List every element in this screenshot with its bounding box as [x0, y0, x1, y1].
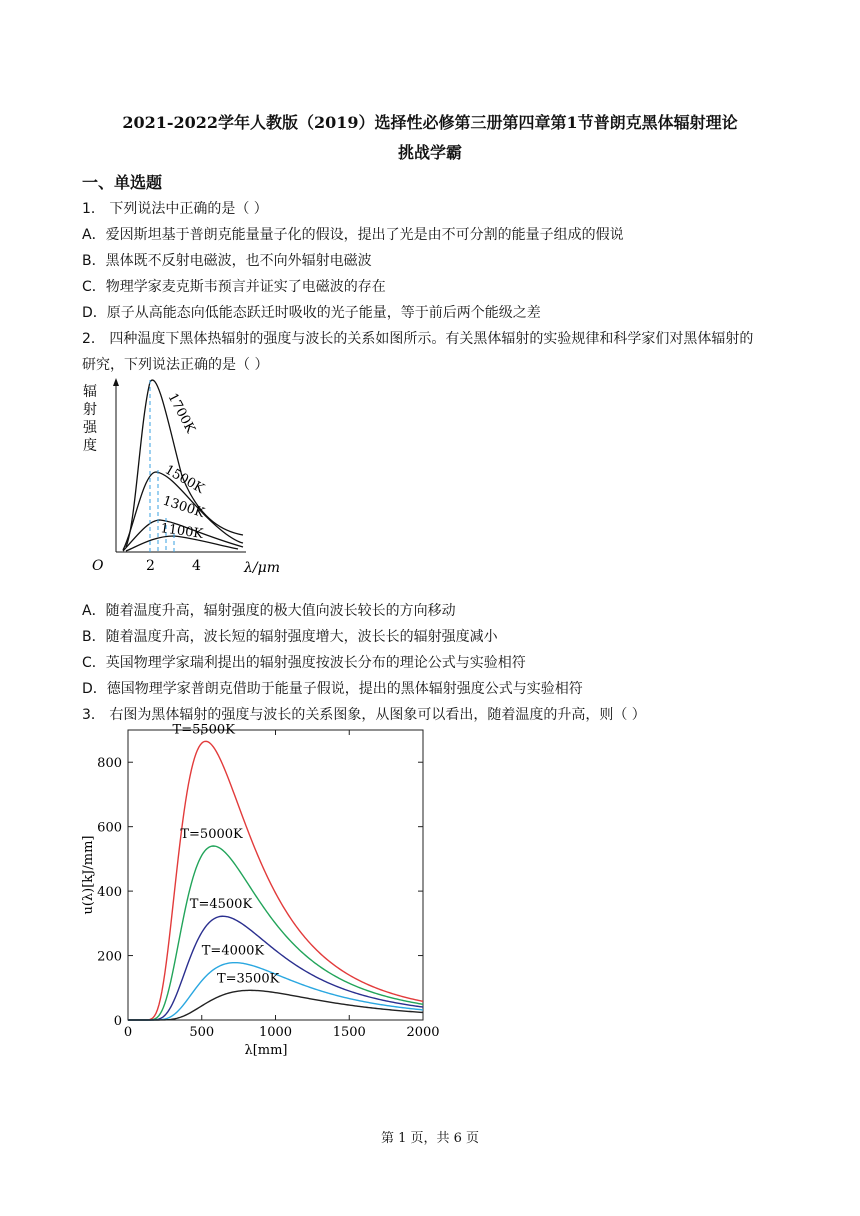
figure1-ylabel-char: 辐 [83, 384, 97, 400]
series-line-5000k [128, 846, 423, 1020]
x-tick-label: 1000 [258, 1025, 293, 1040]
axis-ticks [97, 730, 439, 1040]
series-labels [173, 724, 280, 986]
figure-blackbody-sketch [78, 372, 318, 582]
y-tick-label: 800 [97, 756, 122, 772]
figure1-origin-label: O [92, 558, 104, 574]
chart-planck-curves [78, 724, 448, 1064]
question-2-option-a: A．随着温度升高，辐射强度的极大值向波长较长的方向移动 [82, 603, 456, 619]
curve-label-1300k: 1300K [160, 493, 207, 522]
series-label-5000k: T=5000K [180, 827, 243, 842]
y-tick-label: 400 [97, 885, 122, 901]
question-1-option-b: B．黑体既不反射电磁波，也不向外辐射电磁波 [82, 253, 372, 269]
question-1-option-c: C．物理学家麦克斯韦预言并证实了电磁波的存在 [82, 279, 386, 295]
question-2-stem-line1: 2． 四种温度下黑体热辐射的强度与波长的关系如图所示。有关黑体辐射的实验规律和科学家们对黑体辐射的 [82, 331, 754, 347]
curve-label-1100k: 1100K [159, 521, 204, 542]
x-axis-label: λ[mm] [244, 1043, 288, 1058]
curve-label-1700k: 1700K [164, 390, 198, 436]
x-tick-label: 2000 [406, 1025, 440, 1040]
page-footer: 第 1 页，共 6 页 [380, 1131, 480, 1146]
document-title-line1: 2021-2022学年人教版（2019）选择性必修第三册第四章第1节普朗克黑体辐射理论 [122, 113, 738, 132]
figure1-ylabel-char: 度 [83, 438, 97, 454]
figure1-x-tick-label: 4 [192, 558, 201, 574]
y-tick-label: 600 [97, 820, 122, 836]
x-tick-label: 500 [189, 1025, 215, 1040]
x-tick-label: 1500 [332, 1025, 366, 1040]
document-title-line2: 挑战学霸 [397, 143, 462, 162]
question-2-option-b: B．随着温度升高，波长短的辐射强度增大，波长长的辐射强度减小 [82, 629, 498, 645]
question-2-option-d: D．德国物理学家普朗克借助于能量子假说，提出的黑体辐射强度公式与实验相符 [82, 681, 583, 697]
curve-label-1500k: 1500K [162, 462, 207, 497]
series-label-4500k: T=4500K [189, 897, 253, 913]
section-title: 一、单选题 [82, 173, 163, 192]
figure1-ylabel-char: 射 [83, 402, 97, 418]
y-axis-label: u(λ)[kJ/mm] [81, 835, 96, 915]
series-label-5500k: T=5500K [172, 724, 235, 738]
x-tick-label: 0 [123, 1025, 133, 1040]
y-tick-label: 200 [97, 949, 122, 965]
figure1-x-tick-label: 2 [146, 558, 155, 574]
question-3-stem: 3． 右图为黑体辐射的强度与波长的关系图象，从图象可以看出，随着温度的升高，则（ ） [82, 707, 646, 723]
y-tick-label: 0 [113, 1014, 122, 1029]
figure1-ylabel [83, 384, 98, 454]
figure1-ylabel-char: 强 [83, 420, 97, 436]
series-label-4000k: T=4000K [201, 943, 265, 959]
question-1-stem: 1． 下列说法中正确的是（ ） [82, 201, 268, 217]
figure1-y-arrow [113, 378, 119, 386]
question-1-option-a: A．爱因斯坦基于普朗克能量量子化的假设，提出了光是由不可分割的能量子组成的假说 [82, 227, 624, 243]
question-1-option-d: D．原子从高能态向低能态跃迁时吸收的光子能量，等于前后两个能级之差 [82, 305, 541, 321]
question-2-stem-line2: 研究，下列说法正确的是（ ） [82, 357, 269, 373]
question-2-option-c: C．英国物理学家瑞利提出的辐射强度按波长分布的理论公式与实验相符 [82, 655, 526, 671]
figure1-x-axis-label: λ/μm [244, 560, 280, 576]
series-label-3500k: T=3500K [216, 971, 280, 987]
